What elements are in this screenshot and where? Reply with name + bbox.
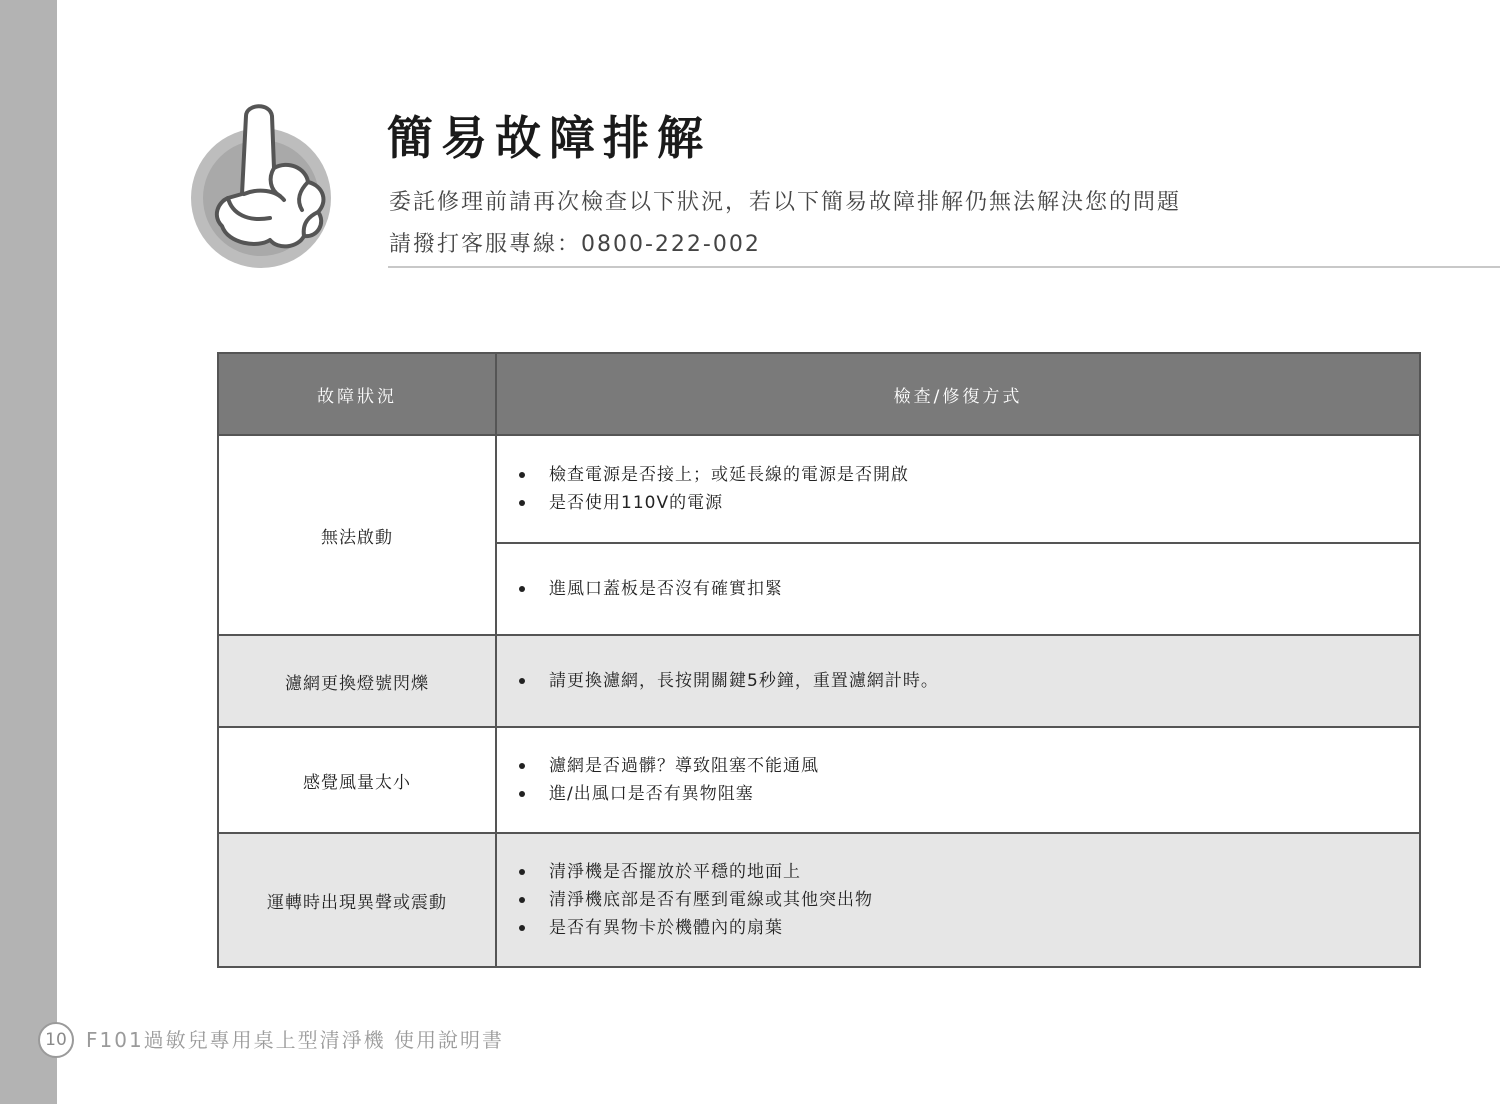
issue-cell: 無法啟動 xyxy=(218,435,496,635)
page-number-badge: 10 xyxy=(38,1022,74,1058)
fix-list xyxy=(497,575,1419,603)
fix-item: 清淨機是否擺放於平穩的地面上 xyxy=(519,858,1419,886)
table-row xyxy=(218,635,1420,727)
column-header-issue: 故障狀況 xyxy=(218,353,496,435)
fix-list xyxy=(497,858,1419,942)
fix-list xyxy=(497,461,1419,517)
fix-item: 濾網是否過髒？導致阻塞不能通風 xyxy=(519,752,1419,780)
fix-item: 進/出風口是否有異物阻塞 xyxy=(519,780,1419,808)
table-header-row xyxy=(218,353,1420,435)
fix-cell xyxy=(496,833,1420,967)
column-header-fix: 檢查/修復方式 xyxy=(496,353,1420,435)
table-row xyxy=(218,435,1420,543)
fix-item: 請更換濾網，長按開關鍵5秒鐘，重置濾網計時。 xyxy=(519,667,1419,695)
issue-cell: 濾網更換燈號閃爍 xyxy=(218,635,496,727)
footer-manual-title: F101過敏兒專用桌上型清淨機 使用說明書 xyxy=(86,1028,505,1052)
fix-cell xyxy=(496,543,1420,635)
fix-item: 是否使用110V的電源 xyxy=(519,489,1419,517)
header-divider xyxy=(388,266,1500,268)
fix-item: 進風口蓋板是否沒有確實扣緊 xyxy=(519,575,1419,603)
customer-service-hotline: 請撥打客服專線：0800-222-002 xyxy=(389,232,761,257)
fix-item: 檢查電源是否接上；或延長線的電源是否開啟 xyxy=(519,461,1419,489)
thumbs-up-hand-icon xyxy=(188,98,334,270)
fix-item: 是否有異物卡於機體內的扇葉 xyxy=(519,914,1419,942)
fix-cell xyxy=(496,635,1420,727)
fix-cell xyxy=(496,727,1420,833)
table-row xyxy=(218,727,1420,833)
fix-cell xyxy=(496,435,1420,543)
table-row xyxy=(218,833,1420,967)
troubleshooting-table xyxy=(217,352,1421,968)
issue-cell: 感覺風量太小 xyxy=(218,727,496,833)
subtitle-instruction: 委託修理前請再次檢查以下狀況，若以下簡易故障排解仍無法解決您的問題 xyxy=(389,190,1182,215)
issue-cell: 運轉時出現異聲或震動 xyxy=(218,833,496,967)
fix-list xyxy=(497,752,1419,808)
side-bar xyxy=(0,0,57,1104)
fix-list xyxy=(497,667,1419,695)
fix-item: 清淨機底部是否有壓到電線或其他突出物 xyxy=(519,886,1419,914)
page-title: 簡易故障排解 xyxy=(387,111,711,165)
